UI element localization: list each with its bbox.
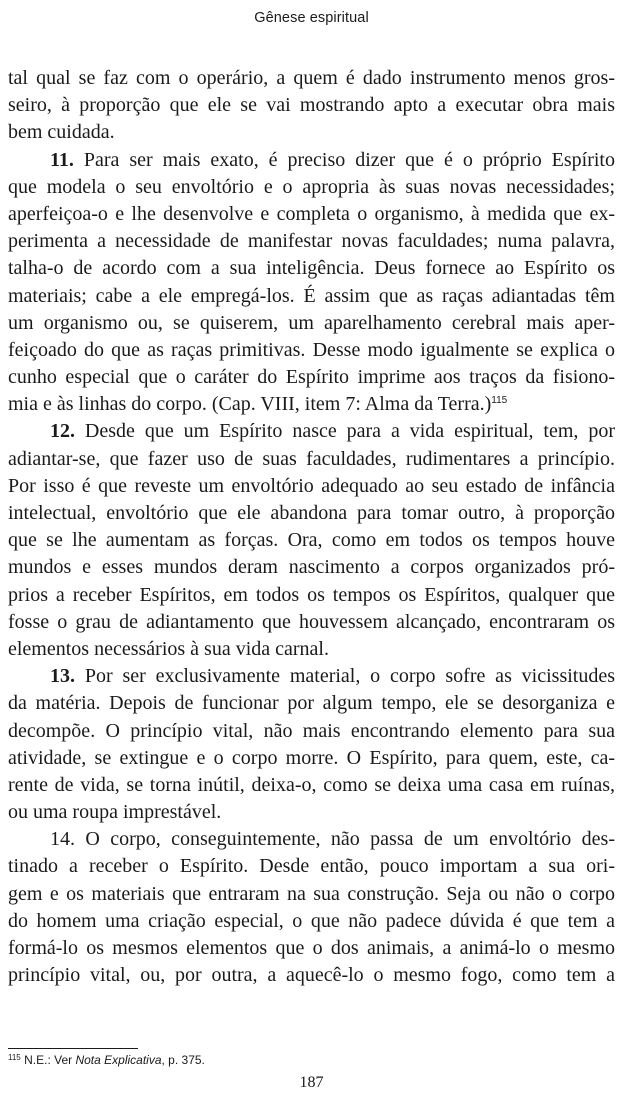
text-line: perimenta a necessidade de manifestar novas faculdades; numa palavra, (8, 230, 615, 253)
footnote-number: 115 (8, 1053, 21, 1062)
text-line: adiantar-se, que fazer uso de suas faculdades, rudimentares a princípio. (8, 447, 615, 470)
text-line: Desde que um Espírito nasce para a vida espiritual, tem, por (84, 420, 615, 443)
text-line: fosse o grau de adiantamento que houvessem alcançado, encontraram os (8, 610, 615, 633)
text-line: formá-lo os mesmos elementos que o dos animais, a animá-lo o mesmo (8, 937, 615, 959)
text-line: princípio vital, ou, por outra, a aquecê-lo o mesmo fogo, como tem a (8, 964, 615, 987)
footnote-italic-title: Nota Explicativa (75, 1053, 162, 1067)
footnote-prefix: N.E.: Ver (24, 1053, 76, 1067)
text-line: um organismo ou, se quiserem, um aparelhamento cerebral mais aper- (8, 311, 615, 334)
text-line: bem cuidada. (8, 121, 115, 144)
paragraph-number: 12. (50, 420, 75, 443)
text-line: Por ser exclusivamente material, o corpo sofre as vicissitudes (84, 665, 616, 688)
text-line: prios a receber Espíritos, em todos os tempos os Espíritos, qualquer que (8, 583, 615, 606)
paragraph-first-line (8, 147, 615, 174)
paragraph-number: 11. (50, 148, 74, 171)
text-line: materiais; cabe a ele empregá-los. É assim que as raças adiantadas têm (8, 284, 615, 307)
text-line: que modela o seu envoltório e o apropria às suas novas necessidades; (8, 175, 615, 198)
text-line: da matéria. Depois de funcionar por algum tempo, ele se desorganiza e (8, 692, 615, 715)
text-line: decompõe. O princípio vital, não mais encontrando elemento para sua (8, 719, 615, 742)
text-line: tinado a receber o Espírito. Desde então, pouco importam a sua ori- (8, 855, 615, 878)
text-line: O corpo, conseguintemente, não passa de um envoltório des- (85, 828, 615, 851)
paragraph-number: 14. (50, 828, 75, 851)
paragraph-first-line (8, 826, 615, 853)
footnote (8, 1053, 205, 1067)
footnote-reference[interactable]: 115 (491, 395, 508, 407)
text-line: aperfeiçoa-o e lhe desenvolve e completa o organismo, à medida que ex- (8, 202, 615, 225)
footnote-suffix: , p. 375. (161, 1053, 205, 1067)
text-line: rente de vida, se torna inútil, deixa-o, como se deixa uma casa em ruínas, (8, 773, 615, 796)
page-number: 187 (299, 1074, 324, 1091)
paragraph-first-line (8, 663, 615, 690)
text-line: do homem uma criação especial, o que não padece dúvida é que tem a (8, 909, 615, 932)
text-line: seiro, à proporção que ele se vai mostrando apto a executar obra mais (8, 94, 615, 117)
footnote-divider (8, 1048, 138, 1049)
text-line: feiçoado do que as raças primitivas. Desse modo igualmente se explica o (8, 338, 615, 361)
text-line: tal qual se faz com o operário, a quem é dado instrumento menos gros- (8, 67, 615, 89)
text-line: ou uma roupa imprestável. (8, 801, 222, 824)
body-text (8, 65, 615, 989)
text-line: que se lhe aumentam as forças. Ora, como em todos os tempos houve (8, 529, 615, 552)
text-line: atividade, se extingue e o corpo morre. O Espírito, para quem, este, ca- (8, 746, 615, 769)
text-line: gem e os materiais que entraram na sua construção. Seja ou não o corpo (8, 882, 615, 905)
text-line: intelectual, envoltório que ele abandona para tomar outro, à proporção (8, 502, 615, 524)
paragraph-last-line (8, 391, 615, 418)
text-line: Para ser mais exato, é preciso dizer que é o próprio Espírito (83, 148, 615, 171)
text-line: mia e às linhas do corpo. (Cap. VIII, item 7: Alma da Terra.) (8, 393, 492, 416)
text-line: elementos necessários à sua vida carnal. (8, 637, 329, 660)
text-line: cunho especial que o caráter do Espírito imprime aos traços da fisiono- (8, 366, 615, 389)
paragraph-first-line (8, 418, 615, 445)
running-title: Gênese espiritual (254, 10, 369, 26)
text-line: Por isso é que reveste um envoltório adequado ao seu estado de infância (8, 474, 615, 497)
text-line: talha-o de acordo com a sua inteligência. Deus fornece ao Espírito os (8, 257, 615, 280)
paragraph-number: 13. (50, 665, 75, 688)
text-line: mundos e esses mundos deram nascimento a corpos organizados pró- (8, 556, 615, 579)
